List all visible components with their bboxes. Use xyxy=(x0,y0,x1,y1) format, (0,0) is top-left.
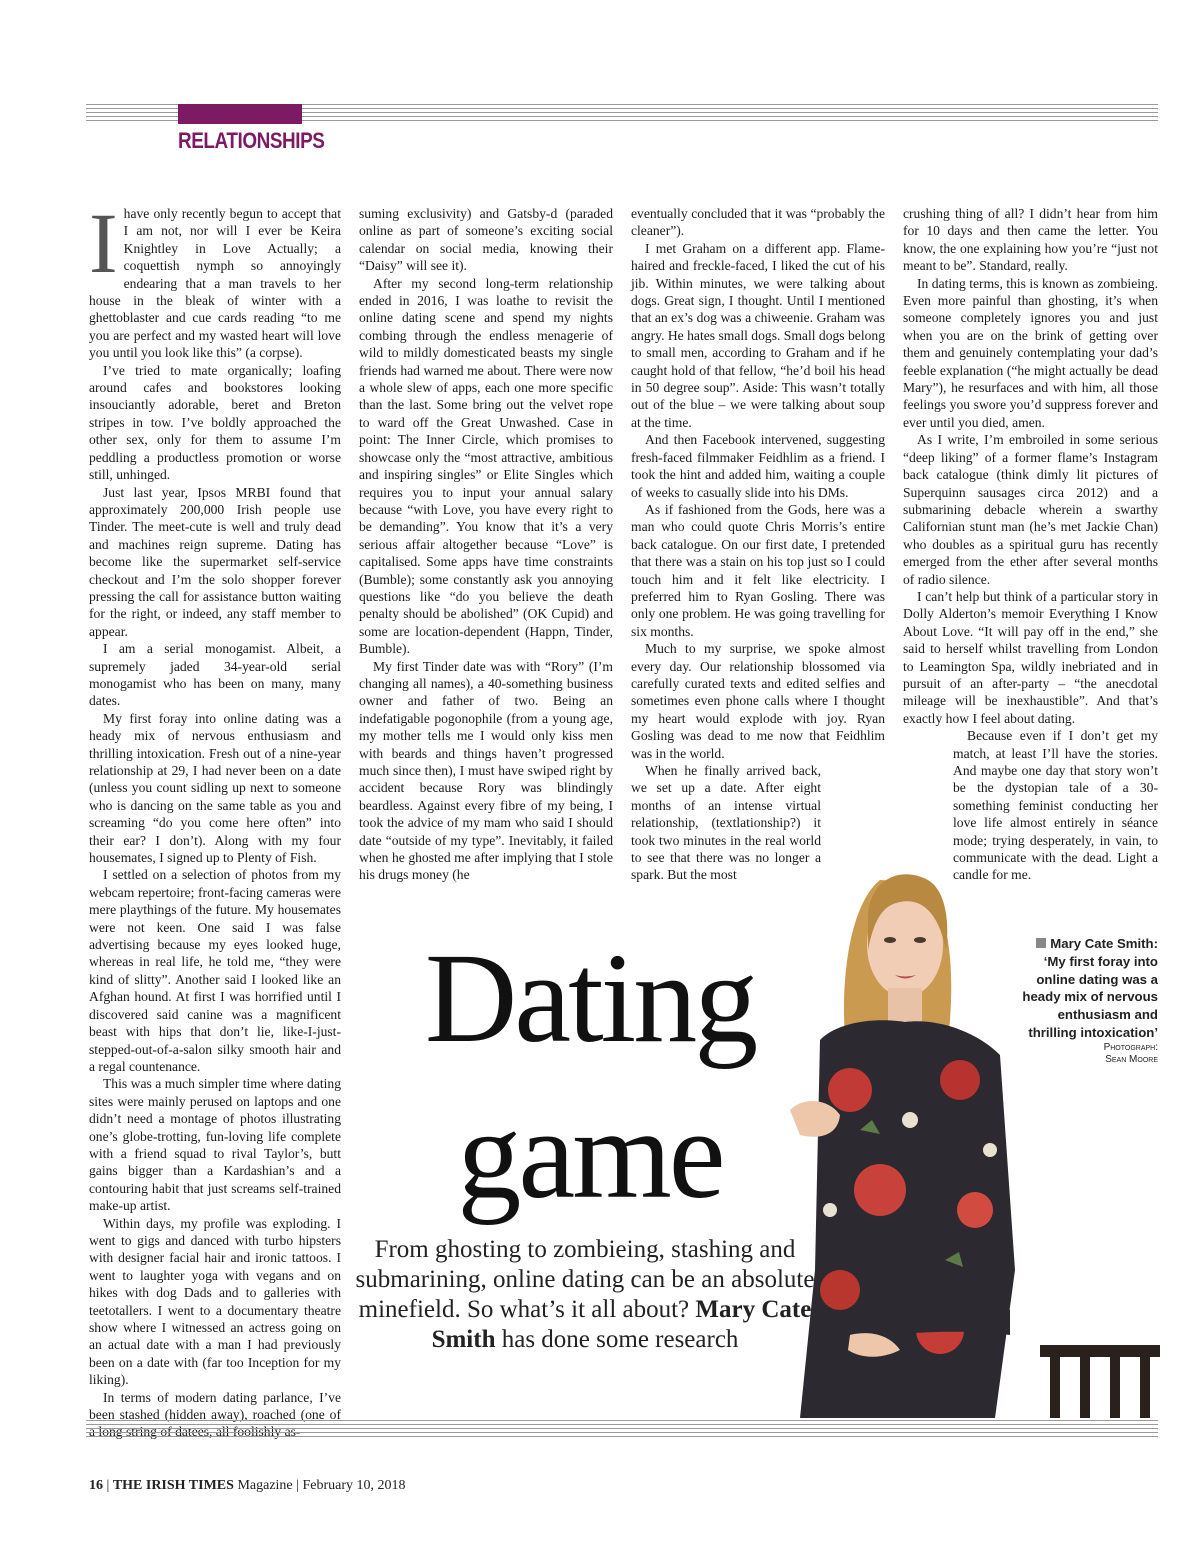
caption-square-icon xyxy=(1036,938,1046,948)
paragraph: I can’t help but think of a particular story in Dolly Alderton’s memoir Everything I Know About Love. “It will pay off in the end,” she said to herself whilst travelling from London to Leamington Spa, wildly inebriated and in pursuit of an after-party – “the anecdotal mileage will be inexhaustible”. And that’s exactly how I feel about dating. xyxy=(903,588,1158,726)
paragraph: Because even if I don’t get my match, at least I’ll have the stories. And maybe one day that story won’t be the dystopian tale of a 30-something feminist conducting her love life almost entirely in séance mode; trying desperately, in vain, to communicate with the dead. Light a candle for me. xyxy=(953,728,1158,883)
standfirst-tail: has done some research xyxy=(501,1326,739,1353)
headline-line-2: game xyxy=(457,1083,723,1225)
paragraph: suming exclusivity) and Gatsby-d (paraded online as part of someone’s exciting social calendar on social media, knowing their “Daisy” will see it). xyxy=(359,206,613,274)
section-label: RELATIONSHIPS xyxy=(178,128,325,153)
bottom-rule xyxy=(86,1424,1158,1425)
section-tab xyxy=(178,104,302,124)
column-2 xyxy=(359,205,613,884)
paragraph: Within days, my profile was exploding. I went to gigs and danced with turbo hipsters with designer facial hair and ironic tattoos. I went to laughter yoga with vegans and on hikes with dog Dads and to galleries with teetotallers. I went to a documentary theatre show where I witnessed an actress going on an actual date with a man I had previously been on a date with (far too Inception for my liking). xyxy=(89,1215,341,1388)
photo-caption xyxy=(1018,935,1158,1066)
bottom-rule xyxy=(86,1420,1158,1421)
page-footer: 16 | THE IRISH TIMES Magazine | February 10, 2018 xyxy=(89,1478,406,1493)
byline-author: Mary Cate Smith xyxy=(431,1296,812,1353)
paragraph: As I write, I’m embroiled in some serious “deep liking” of a former flame’s Instagram back catalogue (think dimly lit pictures of Superquinn sausages circa 2012) and a submarining debacle wherein a swarthy Californian stunt man (he’s met Jackie Chan) who doubles as a spiritual guru has recently emerged from the ether after several months of radio silence. xyxy=(903,432,1158,587)
page-number: 16 xyxy=(89,1478,103,1493)
standfirst-text: From ghosting to zombieing, stashing and submarining, online dating can be an absolute minefield. So what’s it all about? xyxy=(355,1236,815,1323)
paragraph: I’ve tried to mate organically; loafing around cafes and bookstores looking insouciantly adorable, beret and Breton stripes in tow. I’ve boldly approached the other sex, only for them to assume I’m peddling a productless promotion or worse still, unhinged. xyxy=(89,362,341,483)
magazine-label: Magazine xyxy=(237,1478,293,1493)
paragraph: When he finally arrived back, we set up a date. After eight months of an intense virtual relationship, (textlationship?) it took two minutes in the real world to see that there was no longer a spark. But the most xyxy=(631,763,821,883)
headline xyxy=(380,920,800,1232)
paragraph: Much to my surprise, we spoke almost every day. Our relationship blossomed via carefully curated texts and edited selfies and sometimes even phone calls where I thought my heart would explode with joy. Ryan Gosling was dead to me now that Feidhlim was in the world. xyxy=(631,641,885,761)
paper-name: THE IRISH TIMES xyxy=(112,1478,234,1493)
paragraph: After my second long-term relationship ended in 2016, I was loathe to revisit the online dating scene and spend my nights combing through the endless menagerie of wild to mildly domesticated beasts my single friends had warned me about. There were now a whole slew of apps, each one more specific than the last. Some bring out the velvet rope to ward off the Great Unwashed. Case in point: The Inner Circle, which promises to showcase only the “most attractive, ambitious and inspiring singles” or Elite Singles which requires you to input your annual salary because “with Love, you have every right to be demanding”. You know that it’s a very serious affair altogether because “Love” is capitalised. Some apps have time constraints (Bumble); some constantly ask you annoying questions like “do you believe the death penalty should be abolished” (OK Cupid) and some are location-dependent (Happn, Tinder, Bumble). xyxy=(359,275,613,657)
standfirst xyxy=(350,1235,820,1355)
paragraph: In terms of modern dating parlance, I’ve been stashed (hidden away), roached (one of a long string of datees, all foolishly as- xyxy=(89,1389,341,1440)
paragraph: crushing thing of all? I didn’t hear from him for 10 days and then came the letter. You know, the one explaining how you’re “just not meant to be”. Standard, really. xyxy=(903,206,1158,274)
issue-date: February 10, 2018 xyxy=(302,1478,406,1493)
paragraph: have only recently begun to accept that I am not, nor will I ever be Keira Knightley in Love Actually; a coquettish nymph so annoyingly endearing that a man travels to her house in the bleak of winter with a ghettoblaster and cue cards reading “to me you are perfect and my wasted heart will love you until you look like this” (a corpse). xyxy=(89,206,341,361)
paragraph: As if fashioned from the Gods, here was a man who could quote Chris Morris’s entire back catalogue. On our first date, I pretended that there was a stain on his top just so I could touch him and it felt like electricity. I preferred him to Ryan Gosling. There was only one problem. He was going travelling for six months. xyxy=(631,501,885,639)
paragraph: My first foray into online dating was a heady mix of nervous enthusiasm and thrilling intoxication. Fresh out of a nine-year relationship at 29, I had never been on a date (unless you count sidling up next to someone who is dancing on the same table as you and screaming “do you come here often” into their ear? I don’t). Along with my four housemates, I signed up to Plenty of Fish. xyxy=(89,710,341,866)
paragraph: My first Tinder date was with “Rory” (I’m changing all names), a 40-something business owner and father of two. Being an indefatigable pogonophile (from a young age, my mother tells me I would only kiss men with beards and things haven’t progressed much since then), I must have swiped right by accident because Rory was blindingly beardless. Against every fibre of my being, I took the advice of my mam who said I should date “outside of my type”. Inevitably, it failed when he ghosted me after implying that I stole his drugs money (he xyxy=(359,658,613,883)
stair-rail xyxy=(1040,1345,1160,1418)
paragraph: I am a serial monogamist. Albeit, a supremely jaded 34-year-old serial monogamist who has been on many, many dates. xyxy=(89,641,341,709)
bottom-rule xyxy=(86,1432,1158,1433)
paragraph: In dating terms, this is known as zombieing. Even more painful than ghosting, it’s when someone completely ignores you and just when you are on the brink of getting over them and genuinely contemplating your dad’s feeble explanation (“he might actually be dead Mary”), he resurfaces and with him, all those feelings you swore you’d suppress forever and ever until you died, amen. xyxy=(903,275,1158,430)
headline-line-1: Dating xyxy=(424,927,756,1069)
drop-cap: I xyxy=(89,195,118,291)
column-1 xyxy=(89,195,341,1441)
paragraph: Just last year, Ipsos MRBI found that approximately 200,000 Irish people use Tinder. The meet-cute is well and truly dead and machines reign supreme. Dating has become like the supermarket self-service checkout and I’m the solo shopper forever pressing the call for assistance button waiting for the right, or indeed, any staff member to appear. xyxy=(89,484,341,639)
bottom-rule xyxy=(86,1428,1158,1429)
paragraph: This was a much simpler time where dating sites were mainly perused on laptops and one didn’t need a montage of photos illustrating one’s globe-trotting, fun-loving life complete with a friend squad to rival Taylor’s, butt gains bigger than a Kardashian’s and a contouring habit that just screams self-trained make-up artist. xyxy=(89,1076,341,1214)
paragraph: I met Graham on a different app. Flame-haired and freckle-faced, I liked the cut of his jib. Within minutes, we were talking about dogs. Great sign, I thought. Until I mentioned that an ex’s dog was a chiweenie. Graham was angry. He hates small dogs. Small dogs belong to small men, according to Graham and if he caught hold of that fellow, “he’d boil his head in 50 degree soup”. Aside: This wasn’t totally out of the blue – we were talking about soup at the time. xyxy=(631,240,885,430)
paragraph: And then Facebook intervened, suggesting fresh-faced filmmaker Feidhlim as a friend. I took the hint and added him, waiting a couple of weeks to casually slide into his DMs. xyxy=(631,432,885,500)
paragraph: eventually concluded that it was “probably the cleaner”). xyxy=(631,206,885,239)
caption-text: Mary Cate Smith: ‘My first foray into online dating was a heady mix of nervous enthusiasm and thrilling intoxication’ xyxy=(1022,936,1158,1040)
column-4 xyxy=(903,205,1158,884)
photo-credit-name: Sean Moore xyxy=(1105,1053,1158,1065)
bottom-rule xyxy=(86,1436,1158,1437)
column-3 xyxy=(631,205,885,884)
photo-credit-label: Photograph: xyxy=(1103,1041,1158,1053)
paragraph: I settled on a selection of photos from my webcam repertoire; front-facing cameras were mere playthings of the future. My housemates were not keen. One said I was false advertising because my eyes looked huge, whereas in real life, he told me, “they were kind of slitty”. Another said I looked like an Afghan hound. At first I was horrified until I discovered said canine was a magnificent beast with hips that don’t lie, like-I-just-stepped-out-of-a-salon silky smooth hair and a regal countenance. xyxy=(89,867,341,1074)
